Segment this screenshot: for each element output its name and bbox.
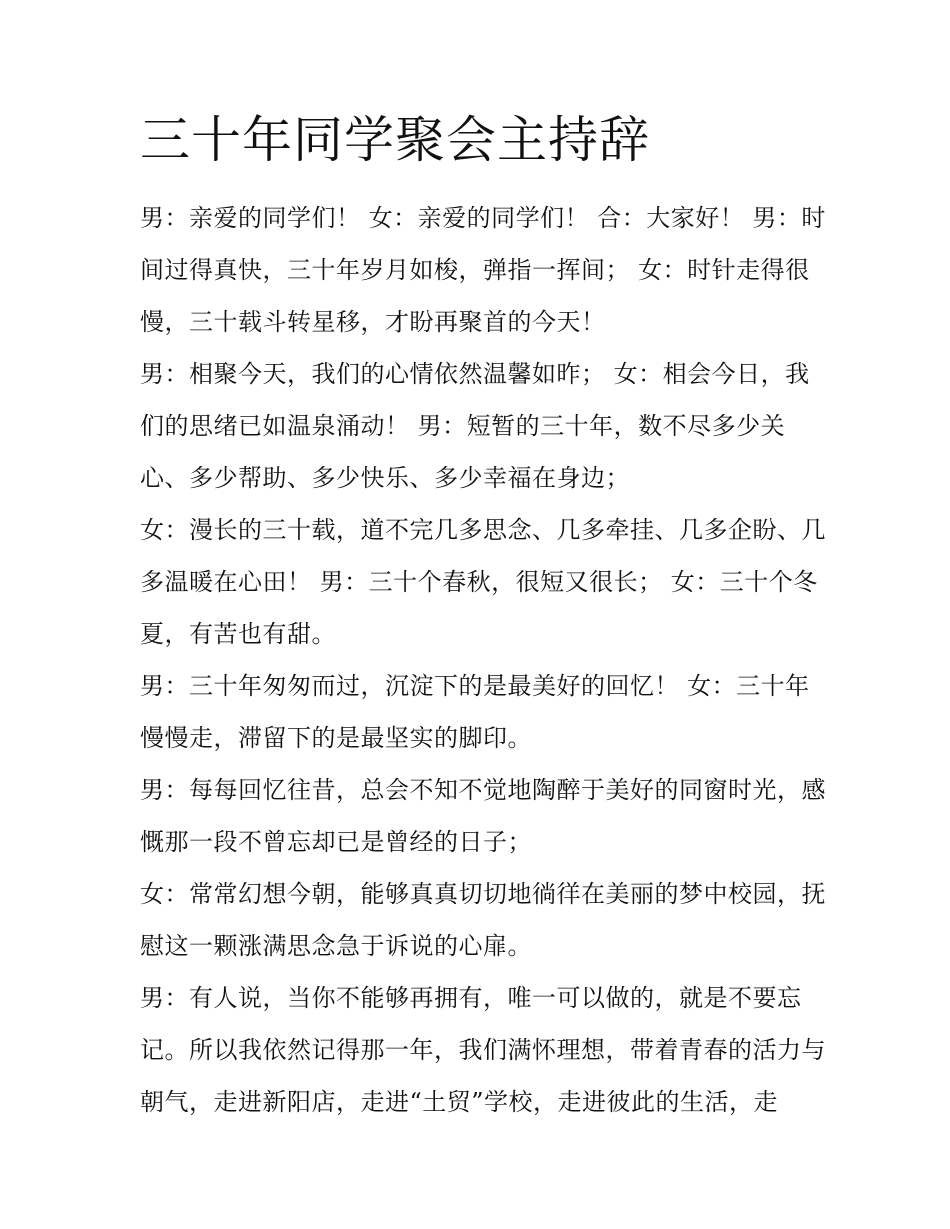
paragraph: 男：有人说，当你不能够再拥有，唯一可以做的，就是不要忘记。所以我依然记得那一年，我们满怀理想，带着青春的活力与朝气，走进新阳店，走进“土贸”学校，走进彼此的生活，走 xyxy=(140,984,826,1116)
paragraph: 男：三十年匆匆而过，沉淀下的是最美好的回忆！ 女：三十年慢慢走，滞留下的是最坚实的脚印。 xyxy=(140,672,810,752)
paragraph: 男：每每回忆往昔，总会不知不觉地陶醉于美好的同窗时光，感慨那一段不曾忘却已是曾经的日子； xyxy=(140,776,826,856)
paragraph: 女：常常幻想今朝，能够真真切切地徜徉在美丽的梦中校园，抚慰这一颗涨满思念急于诉说的心扉。 xyxy=(140,880,826,960)
paragraph: 男：亲爱的同学们！ 女：亲爱的同学们！ 合：大家好！ 男：时间过得真快，三十年岁月如梭，弹指一挥间； 女：时针走得很慢，三十载斗转星移，才盼再聚首的今天！ xyxy=(140,204,826,336)
document-page xyxy=(140,110,830,1128)
paragraph: 女：漫长的三十载，道不完几多思念、几多牵挂、几多企盼、几多温暖在心田！ 男：三十个春秋，很短又很长； 女：三十个冬夏，有苦也有甜。 xyxy=(140,516,826,648)
document-title: 三十年同学聚会主持辞 xyxy=(140,111,650,169)
paragraph: 男：相聚今天，我们的心情依然温馨如昨； 女：相会今日，我们的思绪已如温泉涌动！ 男：短暂的三十年，数不尽多少关心、多少帮助、多少快乐、多少幸福在身边； xyxy=(140,360,810,492)
